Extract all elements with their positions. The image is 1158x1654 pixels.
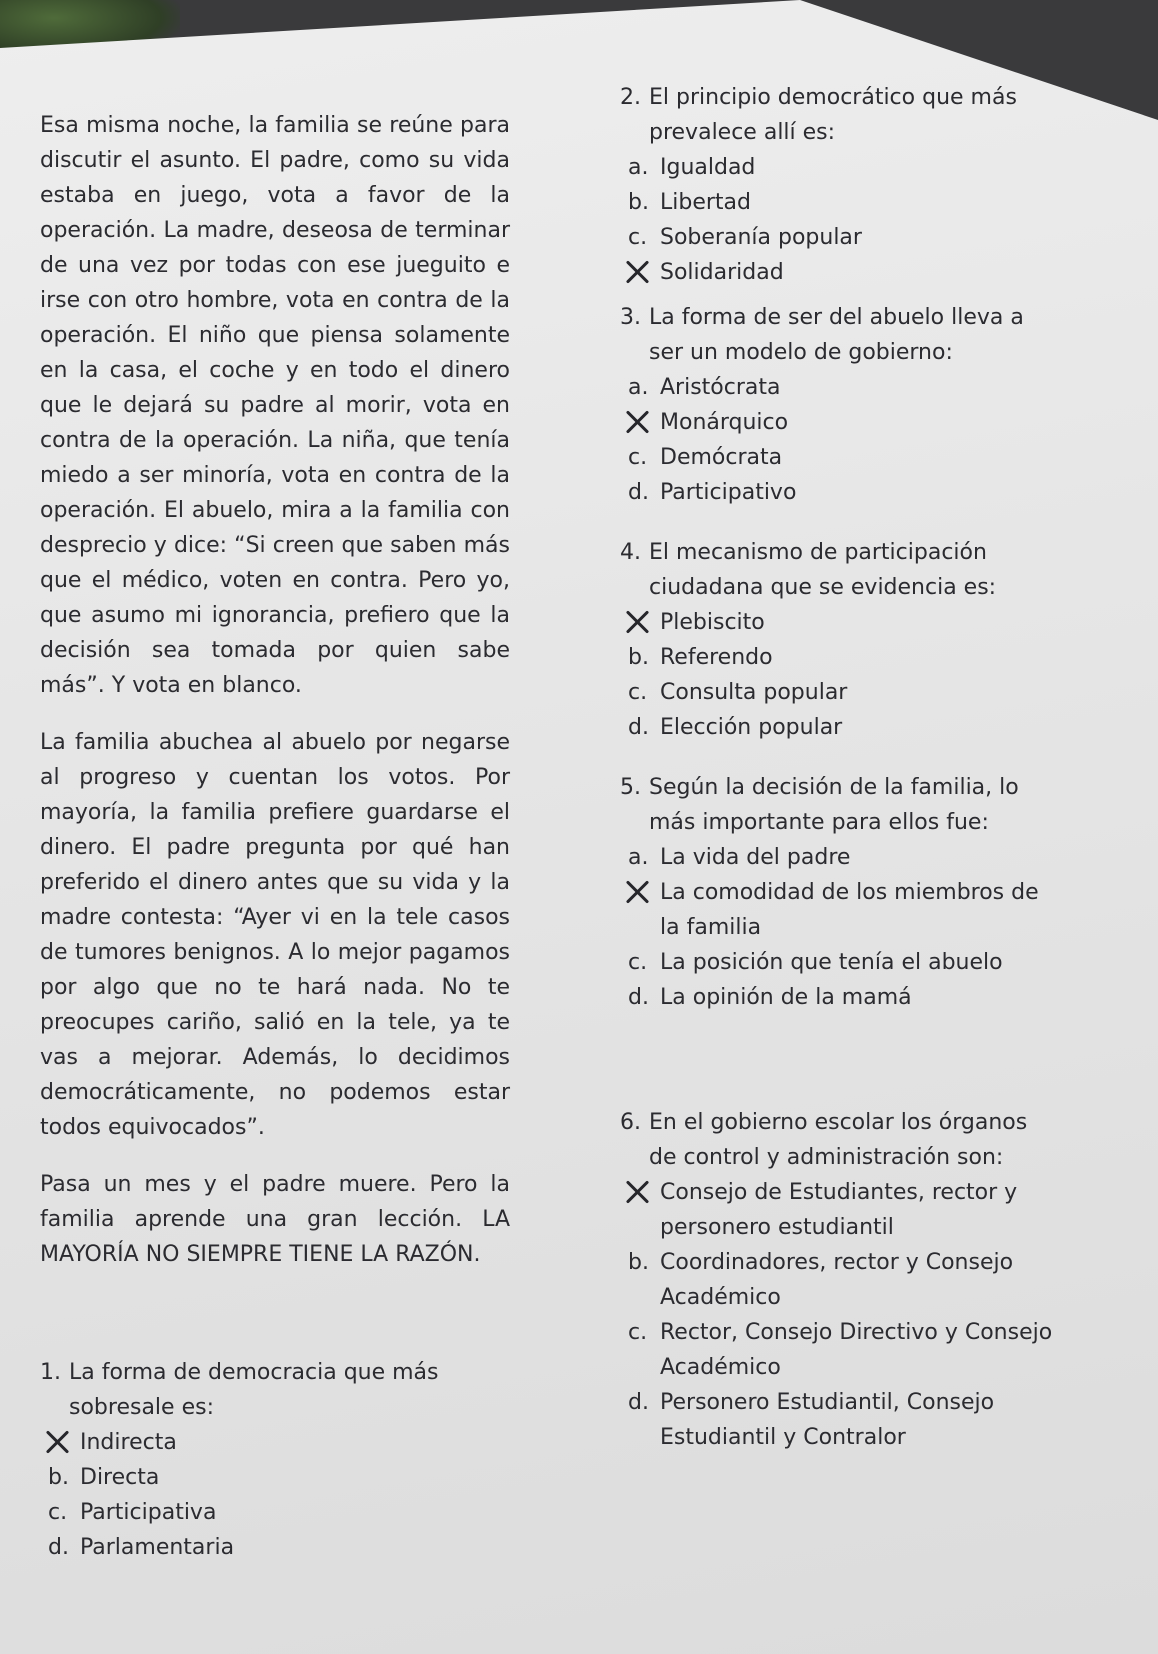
question-text: Según la decisión de la familia, lo más importante para ellos fue: [649,775,1019,835]
option-b[interactable] [620,640,1060,675]
option-d[interactable] [620,1385,1060,1455]
option-text: Soberanía popular [660,225,862,250]
option-text: Elección popular [660,715,843,740]
option-letter: c. [628,1320,648,1345]
question-5 [620,770,1060,1015]
option-text: Directa [80,1465,160,1490]
option-b[interactable] [620,1245,1060,1315]
question-text: En el gobierno escolar los órganos de control y administración son: [649,1110,1028,1170]
question-3 [620,300,1060,510]
option-text: Aristócrata [660,375,781,400]
option-d[interactable] [620,980,1060,1015]
option-text: La comodidad de los miembros de la familia [660,880,1039,940]
option-text: Parlamentaria [80,1535,235,1560]
option-text: La opinión de la mamá [660,985,912,1010]
x-mark-icon [622,607,652,637]
option-letter: c. [628,680,648,705]
option-b[interactable] [40,1460,510,1495]
option-text: Libertad [660,190,751,215]
question-number: 1. [40,1360,61,1385]
option-b[interactable] [620,875,1060,945]
x-mark-icon [42,1427,72,1457]
question-number: 2. [620,85,641,110]
x-mark-icon [622,257,652,287]
option-d[interactable] [620,475,1060,510]
question-number: 5. [620,775,641,800]
option-text: Personero Estudiantil, Consejo Estudiantil y Contralor [660,1390,995,1450]
option-text: Monárquico [660,410,789,435]
option-text: Indirecta [80,1430,177,1455]
option-a[interactable] [40,1425,510,1460]
option-letter: b. [48,1465,69,1490]
option-c[interactable] [620,675,1060,710]
story-paragraph-3: Pasa un mes y el padre muere. Pero la familia aprende una gran lección. LA MAYORÍA NO SIEMPRE TIENE LA RAZÓN. [40,1172,510,1267]
question-2 [620,80,1060,290]
story-paragraph-1: Esa misma noche, la familia se reúne para discutir el asunto. El padre, como su vida estaba en juego, vota a favor de la operación. La madre, deseosa de terminar de una vez por todas con ese jueguito e irse con otro hombre, vota en contra de la operación. El niño que piensa solamente en la casa, el coche y en todo el dinero que le dejará su padre al morir, vota en contra de la operación. La niña, que tenía miedo a ser minoría, vota en contra de la operación. El abuelo, mira a la familia con desprecio y dice: “Si creen que saben más que el médico, voten en contra. Pero yo, que asumo mi ignorancia, prefiero que la decisión sea tomada por quien sabe más”. Y vota en blanco. [40,113,510,698]
option-text: Participativa [80,1500,217,1525]
question-text: La forma de ser del abuelo lleva a ser un modelo de gobierno: [649,305,1024,365]
option-a[interactable] [620,370,1060,405]
question-number: 3. [620,305,641,330]
option-d[interactable] [620,255,1060,290]
option-letter: d. [628,985,649,1010]
option-letter: a. [628,155,649,180]
option-c[interactable] [620,220,1060,255]
left-column [40,108,510,1272]
option-text: Rector, Consejo Directivo y Consejo Académico [660,1320,1053,1380]
option-text: Participativo [660,480,797,505]
option-letter: b. [628,645,649,670]
question-text: El principio democrático que más prevalece allí es: [649,85,1017,145]
option-letter: d. [628,715,649,740]
option-text: Consejo de Estudiantes, rector y personero estudiantil [660,1180,1018,1240]
option-c[interactable] [620,440,1060,475]
option-d[interactable] [620,710,1060,745]
x-mark-icon [622,877,652,907]
option-c[interactable] [620,945,1060,980]
option-letter: d. [48,1535,69,1560]
option-letter: b. [628,190,649,215]
option-letter: c. [628,950,648,975]
option-text: Igualdad [660,155,756,180]
option-c[interactable] [40,1495,510,1530]
option-letter: c. [628,445,648,470]
question-number: 4. [620,540,641,565]
option-c[interactable] [620,1315,1060,1385]
option-letter: c. [628,225,648,250]
option-b[interactable] [620,405,1060,440]
x-mark-icon [622,1177,652,1207]
x-mark-icon [622,407,652,437]
option-text: Solidaridad [660,260,784,285]
option-d[interactable] [40,1530,510,1565]
option-letter: a. [628,375,649,400]
option-text: Consulta popular [660,680,848,705]
option-a[interactable] [620,840,1060,875]
option-text: Coordinadores, rector y Consejo Académico [660,1250,1014,1310]
option-text: Demócrata [660,445,783,470]
option-letter: d. [628,480,649,505]
option-a[interactable] [620,150,1060,185]
option-text: La posición que tenía el abuelo [660,950,1003,975]
option-letter: a. [628,845,649,870]
option-b[interactable] [620,185,1060,220]
option-letter: d. [628,1390,649,1415]
option-text: Plebiscito [660,610,765,635]
option-a[interactable] [620,1175,1060,1245]
question-6 [620,1105,1060,1455]
question-text: La forma de democracia que más sobresale es: [69,1360,439,1420]
option-letter: c. [48,1500,68,1525]
question-1 [40,1355,510,1565]
question-text: El mecanismo de participación ciudadana que se evidencia es: [649,540,997,600]
option-text: Referendo [660,645,773,670]
story-paragraph-2: La familia abuchea al abuelo por negarse al progreso y cuentan los votos. Por mayoría, la familia prefiere guardarse el dinero. El padre pregunta por qué han preferido el dinero antes que su vida y la madre contesta: “Ayer vi en la tele casos de tumores benignos. A lo mejor pagamos por algo que no te hará nada. No te preocupes cariño, salió en la tele, ya te vas a mejorar. Además, lo decidimos democráticamente, no podemos estar todos equivocados”. [40,730,510,1140]
question-number: 6. [620,1110,641,1135]
option-text: La vida del padre [660,845,851,870]
option-a[interactable] [620,605,1060,640]
question-4 [620,535,1060,745]
option-letter: b. [628,1250,649,1275]
